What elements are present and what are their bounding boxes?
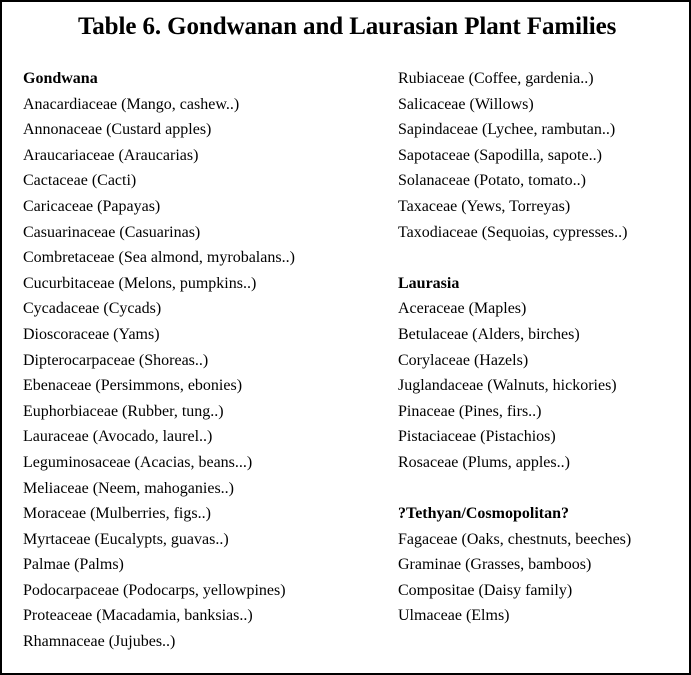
gondwana-family: Rubiaceae (Coffee, gardenia..)	[398, 70, 594, 87]
tethyan-family: Ulmaceae (Elms)	[398, 607, 510, 625]
gondwana-family: Podocarpaceae (Podocarps, yellowpines)	[23, 581, 286, 599]
tethyan-family: Graminae (Grasses, bamboos)	[398, 556, 592, 574]
gondwana-family: Rhamnaceae (Jujubes..)	[23, 633, 176, 651]
gondwana-family: Dioscoraceae (Yams)	[23, 325, 160, 343]
tethyan-heading: ?Tethyan/Cosmopolitan?	[398, 505, 569, 523]
laurasia-family: Aceraceae (Maples)	[398, 300, 527, 318]
gondwana-family: Taxaceae (Yews, Torreyas)	[398, 197, 571, 215]
gondwana-family: Dipterocarpaceae (Shoreas..)	[23, 351, 209, 369]
tethyan-family: Fagaceae (Oaks, chestnuts, beeches)	[398, 530, 632, 548]
laurasia-family: Pistaciaceae (Pistachios)	[398, 428, 556, 446]
laurasia-family: Juglandaceae (Walnuts, hickories)	[398, 377, 617, 395]
gondwana-family: Palmae (Palms)	[23, 556, 124, 574]
gondwana-heading: Gondwana	[23, 70, 98, 87]
gondwana-family: Cactaceae (Cacti)	[23, 172, 137, 190]
laurasia-family: Corylaceae (Hazels)	[398, 351, 529, 369]
gondwana-family: Araucariaceae (Araucarias)	[23, 146, 199, 164]
section-spacer	[398, 245, 631, 271]
gondwana-family: Lauraceae (Avocado, laurel..)	[23, 428, 213, 446]
gondwana-family: Proteaceae (Macadamia, banksias..)	[23, 607, 253, 625]
gondwana-family: Leguminosaceae (Acacias, beans...)	[23, 453, 253, 471]
gondwana-family: Solanaceae (Potato, tomato..)	[398, 172, 586, 190]
gondwana-family: Anacardiaceae (Mango, cashew..)	[23, 95, 240, 113]
gondwana-family: Annonaceae (Custard apples)	[23, 121, 212, 139]
gondwana-family: Moraceae (Mulberries, figs..)	[23, 505, 211, 523]
gondwana-family: Euphorbiaceae (Rubber, tung..)	[23, 402, 224, 420]
right-column	[398, 66, 631, 629]
gondwana-family: Caricaceae (Papayas)	[23, 197, 161, 215]
gondwana-family: Sapindaceae (Lychee, rambutan..)	[398, 121, 616, 139]
laurasia-family: Betulaceae (Alders, birches)	[398, 325, 580, 343]
gondwana-family: Myrtaceae (Eucalypts, guavas..)	[23, 530, 229, 548]
gondwana-family: Casuarinaceae (Casuarinas)	[23, 223, 201, 241]
gondwana-family: Salicaceae (Willows)	[398, 95, 534, 113]
laurasia-heading: Laurasia	[398, 274, 460, 292]
table-title: Table 6. Gondwanan and Laurasian Plant Families	[78, 13, 617, 40]
gondwana-family: Combretaceae (Sea almond, myrobalans..)	[23, 249, 295, 267]
section-spacer	[398, 476, 631, 502]
gondwana-family: Ebenaceae (Persimmons, ebonies)	[23, 377, 243, 395]
gondwana-family: Cycadaceae (Cycads)	[23, 300, 162, 318]
gondwana-family: Cucurbitaceae (Melons, pumpkins..)	[23, 274, 257, 292]
left-column	[23, 66, 295, 655]
laurasia-family: Pinaceae (Pines, firs..)	[398, 402, 542, 420]
laurasia-family: Rosaceae (Plums, apples..)	[398, 453, 570, 471]
gondwana-family: Sapotaceae (Sapodilla, sapote..)	[398, 146, 602, 164]
gondwana-family: Taxodiaceae (Sequoias, cypresses..)	[398, 223, 628, 241]
gondwana-family: Meliaceae (Neem, mahoganies..)	[23, 479, 235, 497]
tethyan-family: Compositae (Daisy family)	[398, 581, 573, 599]
